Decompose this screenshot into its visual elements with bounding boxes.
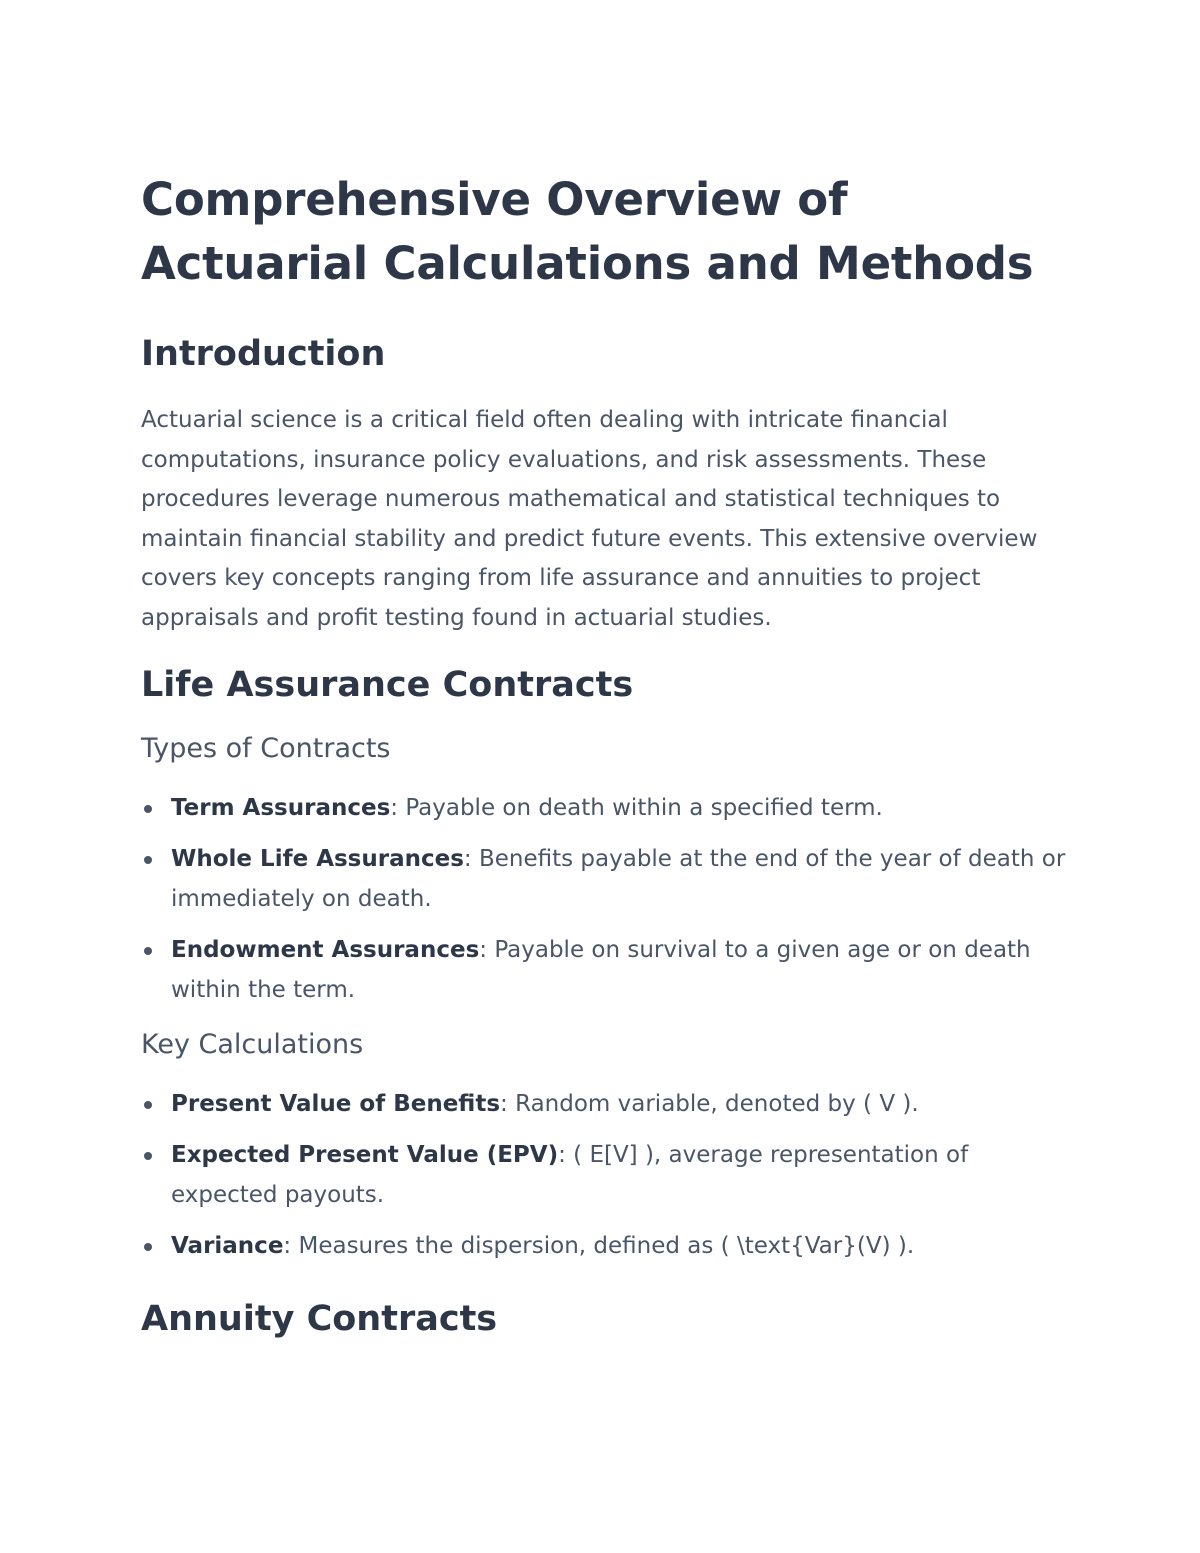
list-item-term: Expected Present Value (EPV): [171, 1142, 559, 1169]
list-item-term: Term Assurances: [171, 794, 391, 821]
list-item: [141, 1085, 1071, 1125]
section-heading-introduction: Introduction: [141, 334, 386, 374]
list-item: [141, 840, 1071, 919]
page-title: Comprehensive Overview of Actuarial Calculations and Methods: [141, 173, 1034, 290]
section-heading-annuity: Annuity Contracts: [141, 1298, 498, 1339]
bullet-icon: [144, 1152, 152, 1160]
bullet-icon: [144, 856, 152, 864]
subheading-key-calculations: Key Calculations: [141, 1028, 364, 1060]
list-item-term: Whole Life Assurances: [171, 846, 464, 873]
list-item: [141, 1227, 1071, 1267]
introduction-paragraph: Actuarial science is a critical field often dealing with intricate financial computations, insurance policy evaluations, and risk assessments. These procedures leverage numerous mathematical and statistical techniques to maintain financial stability and predict future events. This extensive overview covers key concepts ranging from life assurance and annuities to project appraisals and profit testing found in actuarial studies.: [141, 407, 1038, 631]
list-item-term: Variance: [171, 1233, 284, 1260]
list-item-desc: : Payable on survival to a given age or on death within the term.: [171, 937, 1031, 1003]
list-item-term: Present Value of Benefits: [171, 1090, 501, 1117]
subheading-types-of-contracts: Types of Contracts: [141, 732, 391, 764]
list-item: [141, 1136, 1071, 1215]
section-heading-life-assurance: Life Assurance Contracts: [141, 664, 634, 705]
list-item-desc: : Payable on death within a specified term.: [390, 794, 883, 821]
bullet-icon: [144, 1243, 152, 1251]
list-item: [141, 931, 1071, 1010]
list-item-desc: : Measures the dispersion, defined as ( \text{Var}(V) ).: [283, 1233, 915, 1260]
bullet-icon: [144, 1101, 152, 1109]
bullet-icon: [144, 947, 152, 955]
list-item-desc: : Random variable, denoted by ( V ).: [500, 1090, 919, 1117]
list-item-desc: : ( E[V] ), average representation of expected payouts.: [171, 1142, 969, 1208]
list-item: [141, 789, 1071, 829]
contract-types-list: [141, 789, 1071, 1011]
key-calculations-list: [141, 1085, 1071, 1267]
document-page: [141, 168, 1071, 1341]
list-item-term: Endowment Assurances: [171, 937, 480, 964]
list-item-desc: : Benefits payable at the end of the year of death or immediately on death.: [171, 846, 1066, 912]
bullet-icon: [144, 805, 152, 813]
